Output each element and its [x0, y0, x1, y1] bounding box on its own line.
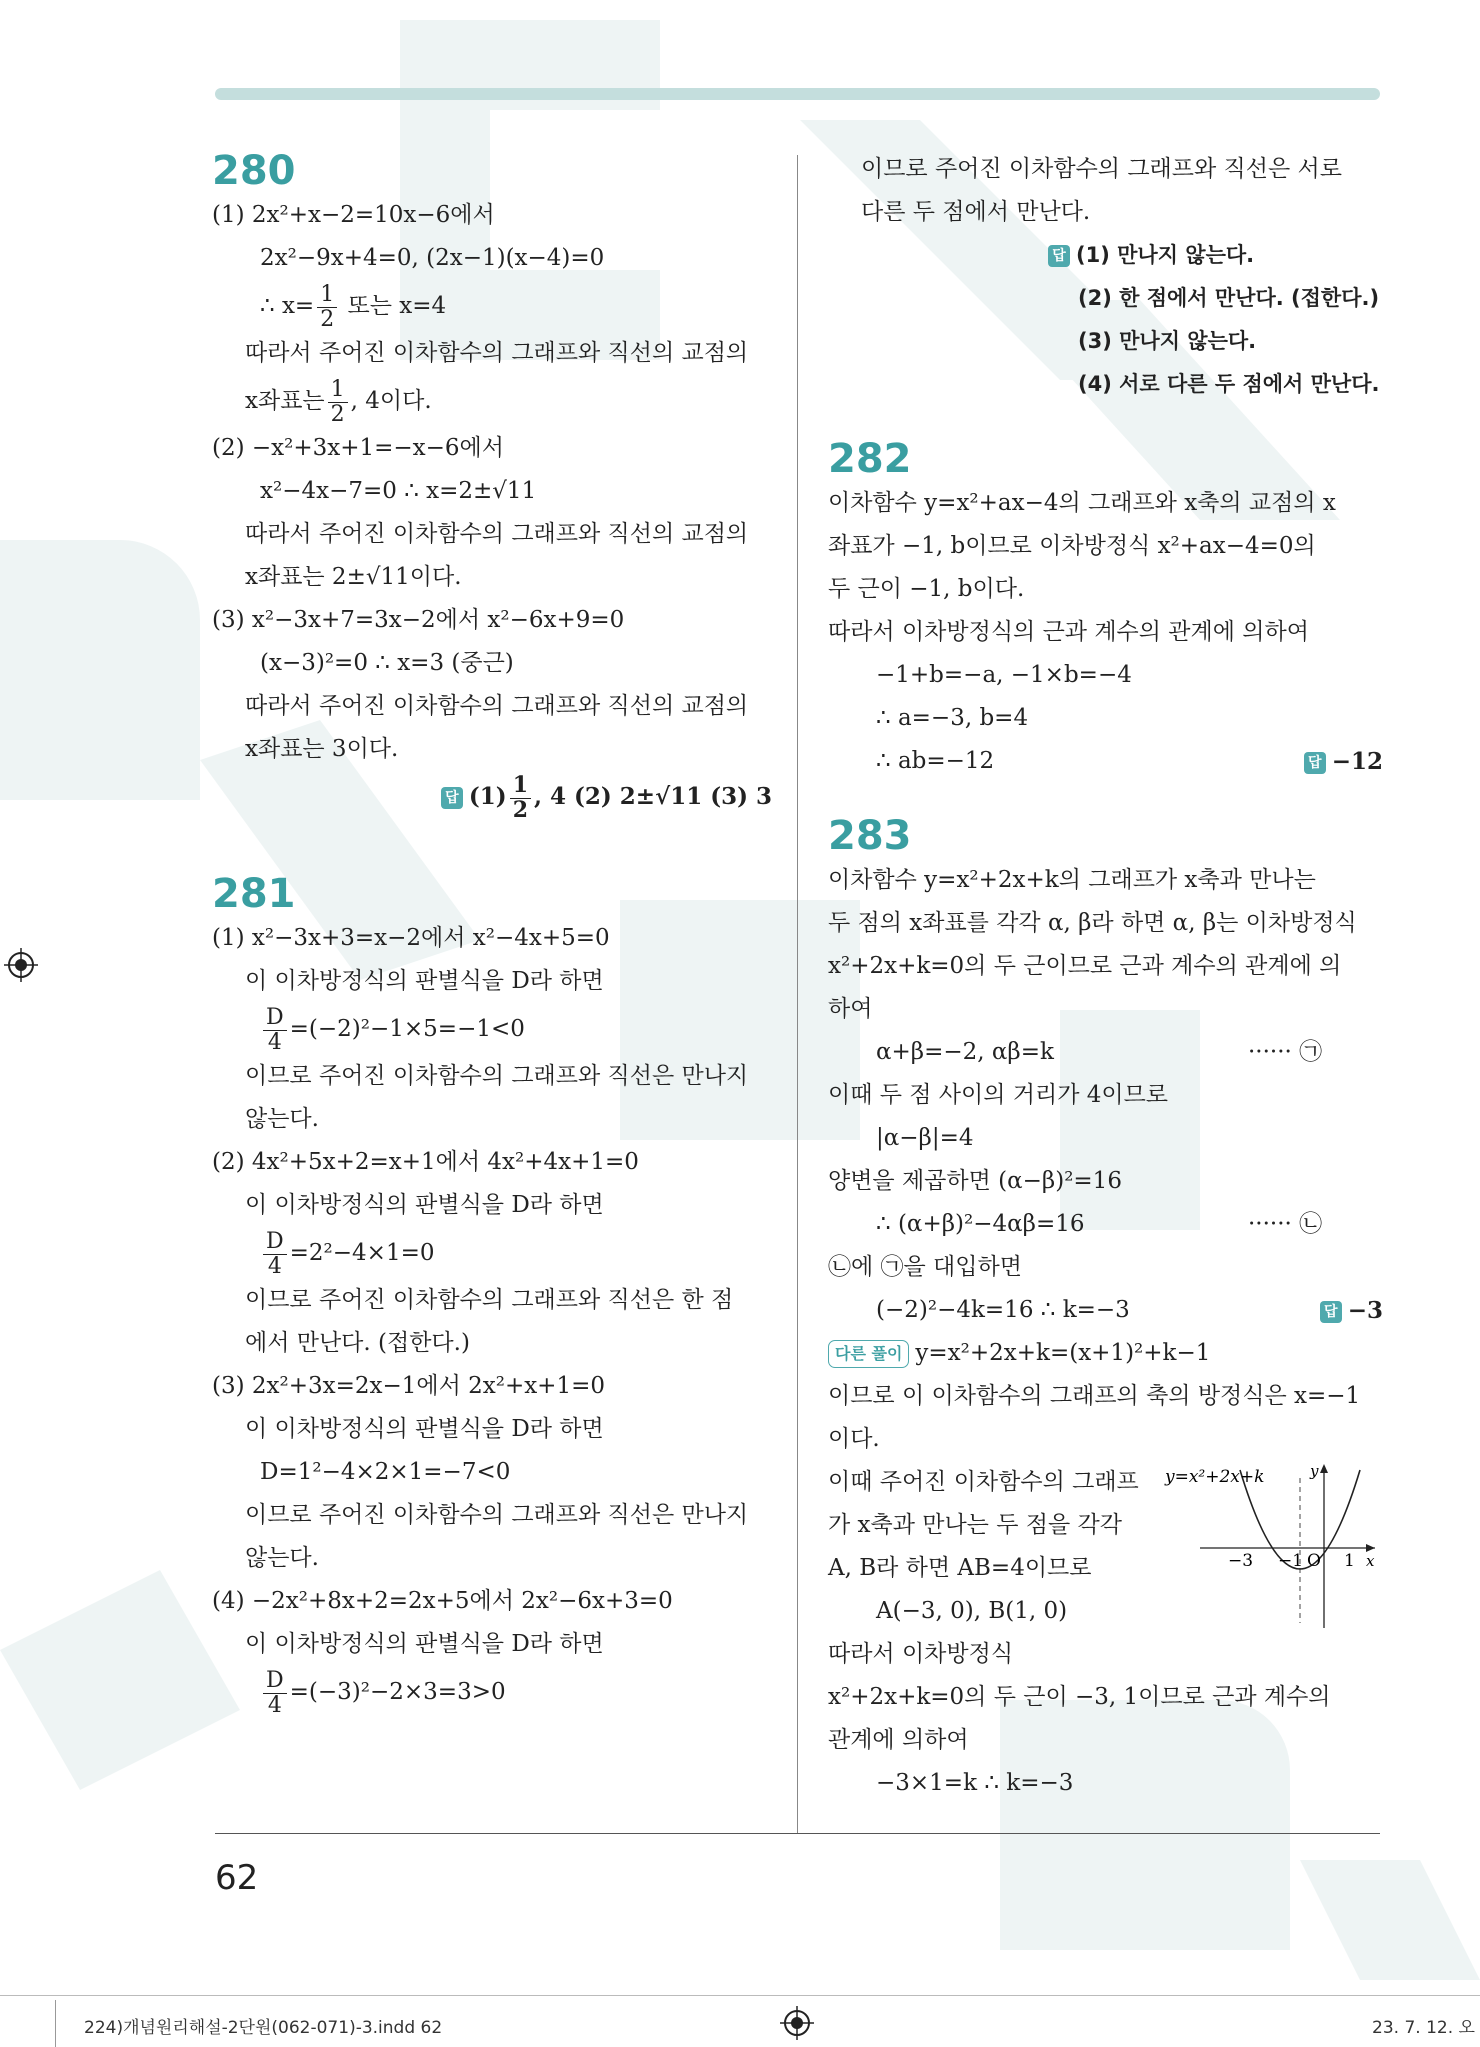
answer-281-1: [828, 234, 1383, 277]
line: 이므로 주어진 이차함수의 그래프와 직선은 만나지: [245, 1063, 749, 1089]
alternative-solution-tag: 다른 풀이: [828, 1340, 909, 1368]
tick-1: 1: [1344, 1551, 1355, 1571]
footer-rule: [0, 1995, 1480, 1996]
answer-281-2: (2) 한 점에서 만난다. (접한다.): [1078, 286, 1380, 310]
line: 이므로 주어진 이차함수의 그래프와 직선은 만나지: [245, 1502, 749, 1528]
text: ∴ x=: [260, 293, 315, 319]
text: =2²−4×1=0: [289, 1240, 435, 1266]
equation-marker: ······ ㉠: [1248, 1039, 1323, 1065]
line: ∴ a=−3, b=4: [876, 705, 1029, 731]
origin-label: O: [1307, 1551, 1321, 1571]
page-number: 62: [215, 1858, 259, 1898]
line: [212, 1003, 772, 1055]
answer-badge: 답: [441, 787, 463, 809]
line: 따라서 주어진 이차함수의 그래프와 직선의 교점의: [245, 693, 749, 719]
line: −1+b=−a, −1×b=−4: [876, 662, 1132, 688]
text: (1): [468, 783, 507, 810]
line: [212, 1666, 772, 1718]
line: 않는다.: [245, 1545, 319, 1571]
line: 이므로 주어진 이차함수의 그래프와 직선은 서로: [861, 156, 1342, 182]
line: x좌표는 2±√11이다.: [245, 564, 462, 590]
answer-badge: 답: [1320, 1301, 1342, 1323]
text: =(−2)²−1×5=−1<0: [289, 1016, 525, 1042]
numerator: D: [263, 1230, 287, 1254]
registration-mark-left: [4, 948, 38, 982]
line: x²+2x+k=0의 두 근이므로 근과 계수의 관계에 의: [828, 953, 1342, 979]
line: 따라서 이차방정식의 근과 계수의 관계에 의하여: [828, 619, 1309, 645]
text: −12: [1331, 748, 1383, 775]
answer-281-3: (3) 만나지 않는다.: [1078, 329, 1257, 353]
text: −3: [1347, 1297, 1383, 1324]
line: [212, 375, 772, 427]
text: =(−3)²−2×3=3>0: [289, 1679, 506, 1705]
line: 이차함수 y=x²+ax−4의 그래프와 x축의 교점의 x: [828, 490, 1336, 516]
footer-date-label: 23. 7. 12. 오: [1372, 2018, 1475, 2038]
line: A(−3, 0), B(1, 0): [876, 1598, 1068, 1624]
text: , 4 (2) 2±√11 (3) 3: [534, 783, 772, 810]
y-label: y: [1310, 1462, 1319, 1480]
problem-number-281: 281: [212, 871, 296, 917]
footer-file-label: 224)개념원리해설-2단원(062-071)-3.indd 62: [84, 2018, 443, 2038]
line: 이때 두 점 사이의 거리가 4이므로: [828, 1082, 1169, 1108]
line: 따라서 주어진 이차함수의 그래프와 직선의 교점의: [245, 340, 749, 366]
line: 이다.: [828, 1426, 880, 1452]
text: α+β=−2, αβ=k: [876, 1039, 1054, 1065]
line: (4) −2x²+8x+2=2x+5에서 2x²−6x+3=0: [212, 1588, 673, 1614]
line: 이므로 이 이차함수의 그래프의 축의 방정식은 x=−1: [828, 1383, 1361, 1409]
line: 따라서 주어진 이차함수의 그래프와 직선의 교점의: [245, 521, 749, 547]
answer-281-4: (4) 서로 다른 두 점에서 만난다.: [1078, 372, 1380, 396]
line: |α−β|=4: [876, 1125, 974, 1151]
line: 좌표가 −1, b이므로 이차방정식 x²+ax−4=0의: [828, 533, 1316, 559]
problem-number-283: 283: [828, 813, 912, 859]
line: 두 점의 x좌표를 각각 α, β라 하면 α, β는 이차방정식: [828, 910, 1357, 936]
line: [828, 1332, 1383, 1375]
text: ∴ (α+β)²−4αβ=16: [876, 1211, 1085, 1237]
line: x²+2x+k=0의 두 근이 −3, 1이므로 근과 계수의: [828, 1684, 1331, 1710]
line: 이때 주어진 이차함수의 그래프: [828, 1469, 1139, 1495]
line: D=1²−4×2×1=−7<0: [260, 1459, 511, 1485]
y-axis-arrow: [1320, 1464, 1328, 1473]
line: [212, 280, 772, 332]
problem-number-280: 280: [212, 148, 296, 194]
x-label: x: [1366, 1552, 1375, 1570]
line: (x−3)²=0 ∴ x=3 (중근): [260, 650, 514, 676]
line: 이므로 주어진 이차함수의 그래프와 직선은 한 점: [245, 1287, 734, 1313]
line: 이차함수 y=x²+2x+k의 그래프가 x축과 만나는: [828, 867, 1316, 893]
line: A, B라 하면 AB=4이므로: [828, 1555, 1092, 1581]
line: −3×1=k ∴ k=−3: [876, 1770, 1074, 1796]
line: 가 x축과 만나는 두 점을 각각: [828, 1512, 1122, 1538]
fraction-one-half: [328, 378, 348, 425]
line: [828, 1289, 1383, 1332]
tick-minus-1: −1: [1278, 1551, 1304, 1571]
curve-label: y=x²+2x+k: [1165, 1467, 1265, 1487]
equation-marker: ······ ㉡: [1248, 1211, 1323, 1237]
line: [828, 1203, 1383, 1246]
line: (1) x²−3x+3=x−2에서 x²−4x+5=0: [212, 925, 610, 951]
answer-badge: 답: [1048, 245, 1070, 267]
denominator: 2: [330, 401, 345, 427]
denominator: 4: [267, 1029, 282, 1055]
x-axis-arrow: [1366, 1544, 1375, 1552]
line: (3) x²−3x+7=3x−2에서 x²−6x+9=0: [212, 607, 625, 633]
numerator: 1: [328, 378, 348, 402]
line: [828, 740, 1383, 783]
text: x좌표는: [245, 388, 325, 414]
bottom-rule: [215, 1833, 1380, 1834]
text: (−2)²−4k=16 ∴ k=−3: [876, 1297, 1130, 1323]
problem-number-282: 282: [828, 436, 912, 482]
left-column: [212, 140, 772, 1718]
line: [212, 1227, 772, 1279]
line: 이 이차방정식의 판별식을 D라 하면: [245, 968, 604, 994]
text: 또는 x=4: [347, 293, 447, 319]
column-divider: [797, 155, 798, 1833]
text: y=x²+2x+k=(x+1)²+k−1: [915, 1340, 1211, 1366]
answer-282: [1304, 740, 1383, 783]
numerator: D: [263, 1669, 287, 1693]
text: , 4이다.: [350, 388, 432, 414]
registration-mark-bottom: [780, 2006, 814, 2040]
denominator: 4: [267, 1692, 282, 1718]
fraction-one-half: [510, 774, 531, 821]
denominator: 4: [267, 1253, 282, 1279]
crop-mark: [55, 2000, 56, 2047]
parabola-graph: [1160, 1458, 1380, 1628]
line: [828, 1031, 1383, 1074]
answer-283: [1320, 1289, 1383, 1332]
fraction-one-half: [317, 283, 337, 330]
line: 따라서 이차방정식: [828, 1641, 1014, 1667]
line: 하여: [828, 996, 873, 1022]
line: (3) 2x²+3x=2x−1에서 2x²+x+1=0: [212, 1373, 605, 1399]
denominator: 2: [512, 796, 528, 823]
line: x좌표는 3이다.: [245, 736, 399, 762]
line: 관계에 의하여: [828, 1727, 969, 1753]
line: 않는다.: [245, 1106, 319, 1132]
text: (1) 만나지 않는다.: [1076, 243, 1255, 267]
answer-badge: 답: [1304, 752, 1326, 774]
fraction-d-over-4: [263, 1669, 287, 1716]
tick-minus-3: −3: [1228, 1551, 1254, 1571]
line: 에서 만난다. (접한다.): [245, 1330, 470, 1356]
line: 이 이차방정식의 판별식을 D라 하면: [245, 1631, 604, 1657]
fraction-d-over-4: [263, 1006, 287, 1053]
fraction-d-over-4: [263, 1230, 287, 1277]
answer-280: [212, 771, 772, 823]
line: (2) −x²+3x+1=−x−6에서: [212, 435, 504, 461]
line: 양변을 제곱하면 (α−β)²=16: [828, 1168, 1122, 1194]
line: 다른 두 점에서 만난다.: [861, 199, 1091, 225]
line: x²−4x−7=0 ∴ x=2±√11: [260, 478, 537, 504]
denominator: 2: [320, 306, 335, 332]
line: 이 이차방정식의 판별식을 D라 하면: [245, 1192, 604, 1218]
line: (2) 4x²+5x+2=x+1에서 4x²+4x+1=0: [212, 1149, 639, 1175]
numerator: 1: [317, 283, 337, 307]
line: 두 근이 −1, b이다.: [828, 576, 1025, 602]
line: 이 이차방정식의 판별식을 D라 하면: [245, 1416, 604, 1442]
text: ∴ ab=−12: [876, 748, 995, 774]
line: (1) 2x²+x−2=10x−6에서: [212, 202, 495, 228]
numerator: 1: [510, 774, 531, 798]
line: 2x²−9x+4=0, (2x−1)(x−4)=0: [260, 245, 605, 271]
line: ㉡에 ㉠을 대입하면: [828, 1254, 1022, 1280]
top-accent-bar: [215, 88, 1380, 100]
numerator: D: [263, 1006, 287, 1030]
